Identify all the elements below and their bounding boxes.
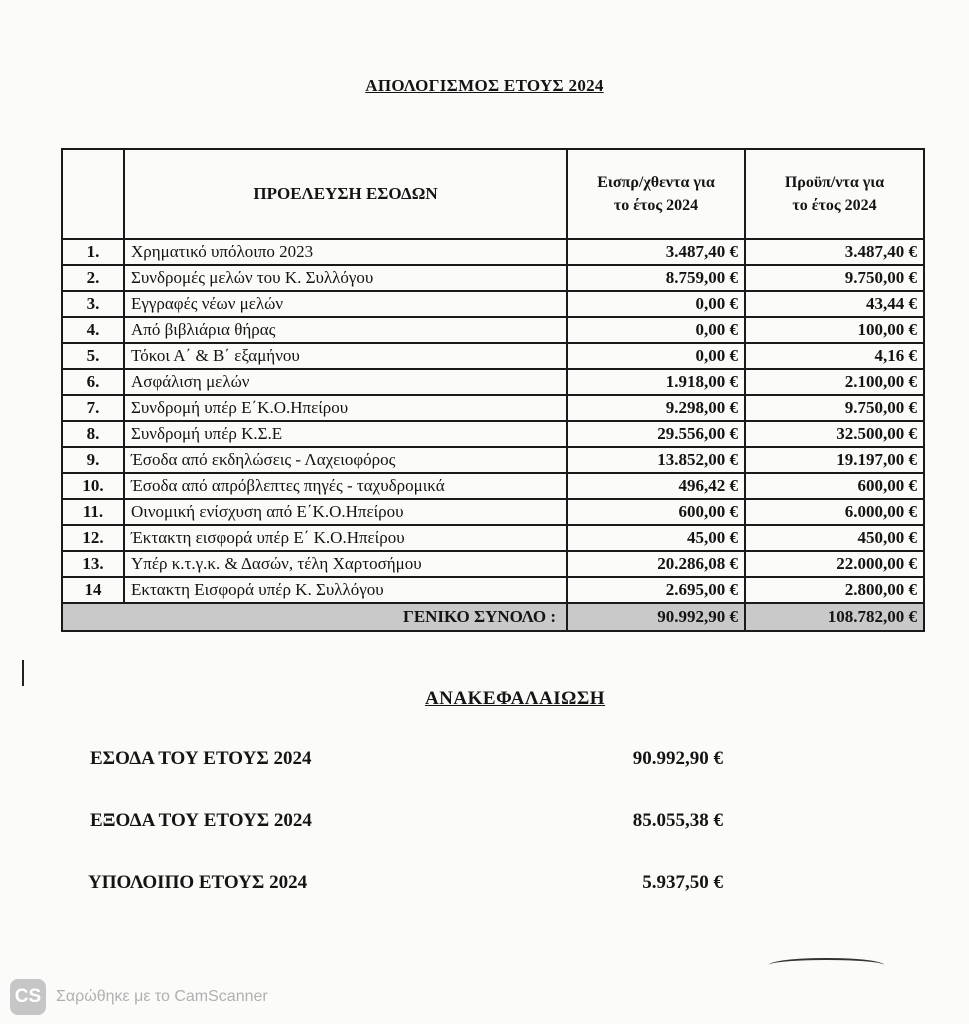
table-row xyxy=(62,499,924,525)
row-description: Έκτακτη εισφορά υπέρ Ε΄ Κ.Ο.Ηπείρου xyxy=(124,525,567,551)
summary-income-label: ΕΣΟΔΑ ΤΟΥ ΕΤΟΥΣ 2024 xyxy=(90,748,312,769)
row-budgeted: 9.750,00 € xyxy=(745,265,924,291)
row-number: 9. xyxy=(62,447,124,473)
header-budgeted-line2: το έτος 2024 xyxy=(792,197,877,214)
row-description: Εγγραφές νέων μελών xyxy=(124,291,567,317)
margin-mark xyxy=(22,660,24,686)
table-row xyxy=(62,343,924,369)
row-description: Από βιβλιάρια θήρας xyxy=(124,317,567,343)
row-budgeted: 600,00 € xyxy=(745,473,924,499)
row-received: 13.852,00 € xyxy=(567,447,745,473)
document-title: ΑΠΟΛΟΓΙΣΜΟΣ ΕΤΟΥΣ 2024 xyxy=(365,76,604,95)
row-received: 0,00 € xyxy=(567,291,745,317)
table-row xyxy=(62,317,924,343)
row-received: 45,00 € xyxy=(567,525,745,551)
row-received: 0,00 € xyxy=(567,343,745,369)
header-budgeted xyxy=(745,149,924,239)
row-description: Τόκοι Α΄ & Β΄ εξαμήνου xyxy=(124,343,567,369)
summary-expenses-row xyxy=(0,810,969,840)
row-budgeted: 19.197,00 € xyxy=(745,447,924,473)
grand-total-budgeted: 108.782,00 € xyxy=(745,603,924,631)
summary-balance-label: ΥΠΟΛΟΙΠΟ ΕΤΟΥΣ 2024 xyxy=(88,872,308,893)
row-description: Συνδρομή υπέρ Ε΄Κ.Ο.Ηπείρου xyxy=(124,395,567,421)
row-number: 12. xyxy=(62,525,124,551)
summary-income-value: 90.992,90 € xyxy=(632,748,723,769)
camscanner-logo-icon: CS xyxy=(10,979,46,1015)
row-budgeted: 22.000,00 € xyxy=(745,551,924,577)
row-number: 8. xyxy=(62,421,124,447)
row-number: 5. xyxy=(62,343,124,369)
table-row xyxy=(62,473,924,499)
grand-total-received: 90.992,90 € xyxy=(567,603,745,631)
row-number: 2. xyxy=(62,265,124,291)
header-budgeted-line1: Προϋπ/ντα για xyxy=(784,173,885,191)
table-row xyxy=(62,369,924,395)
header-received-line2: το έτος 2024 xyxy=(613,197,699,214)
row-received: 3.487,40 € xyxy=(567,239,745,265)
header-income-source: ΠΡΟΕΛΕΥΣΗ ΕΣΟΔΩΝ xyxy=(124,149,567,239)
row-number: 14 xyxy=(62,577,124,603)
row-received: 20.286,08 € xyxy=(567,551,745,577)
grand-total-label: ΓΕΝΙΚΟ ΣΥΝΟΛΟ : xyxy=(62,603,567,631)
row-description: Έσοδα από εκδηλώσεις - Λαχειοφόρος xyxy=(124,447,567,473)
row-description: Ασφάλιση μελών xyxy=(124,369,567,395)
row-received: 496,42 € xyxy=(567,473,745,499)
row-number: 10. xyxy=(62,473,124,499)
row-number: 6. xyxy=(62,369,124,395)
table-row xyxy=(62,551,924,577)
row-received: 1.918,00 € xyxy=(567,369,745,395)
table-header-row xyxy=(62,149,924,239)
row-budgeted: 43,44 € xyxy=(745,291,924,317)
row-description: Συνδρομές μελών του Κ. Συλλόγου xyxy=(124,265,567,291)
row-description: Συνδρομή υπέρ Κ.Σ.Ε xyxy=(124,421,567,447)
row-number: 7. xyxy=(62,395,124,421)
row-description: Υπέρ κ.τ.γ.κ. & Δασών, τέλη Χαρτοσήμου xyxy=(124,551,567,577)
summary-balance-row xyxy=(0,872,969,902)
income-table xyxy=(61,148,925,632)
row-budgeted: 32.500,00 € xyxy=(745,421,924,447)
header-received-line1: Εισπρ/χθεντα για xyxy=(597,173,715,191)
row-budgeted: 6.000,00 € xyxy=(745,499,924,525)
row-description: Έσοδα από απρόβλεπτες πηγές - ταχυδρομικά xyxy=(124,473,567,499)
row-number: 11. xyxy=(62,499,124,525)
summary-expenses-label: ΕΞΟΔΑ ΤΟΥ ΕΤΟΥΣ 2024 xyxy=(90,810,312,831)
row-budgeted: 2.100,00 € xyxy=(745,369,924,395)
row-number: 13. xyxy=(62,551,124,577)
row-received: 9.298,00 € xyxy=(567,395,745,421)
row-number: 4. xyxy=(62,317,124,343)
row-description: Εκτακτη Εισφορά υπέρ Κ. Συλλόγου xyxy=(124,577,567,603)
table-row xyxy=(62,291,924,317)
summary-expenses-value: 85.055,38 € xyxy=(632,810,723,831)
row-received: 2.695,00 € xyxy=(567,577,745,603)
row-received: 29.556,00 € xyxy=(567,421,745,447)
row-budgeted: 9.750,00 € xyxy=(745,395,924,421)
row-received: 0,00 € xyxy=(567,317,745,343)
table-row xyxy=(62,421,924,447)
row-description: Οινομική ενίσχυση από Ε΄Κ.Ο.Ηπείρου xyxy=(124,499,567,525)
row-budgeted: 450,00 € xyxy=(745,525,924,551)
table-row xyxy=(62,577,924,603)
row-budgeted: 100,00 € xyxy=(745,317,924,343)
watermark-text: Σαρώθηκε με το CamScanner xyxy=(56,988,268,1005)
table-row xyxy=(62,395,924,421)
grand-total-row xyxy=(62,603,924,631)
summary-income-row xyxy=(0,748,969,778)
signature-mark xyxy=(769,958,884,972)
table-row xyxy=(62,265,924,291)
row-budgeted: 2.800,00 € xyxy=(745,577,924,603)
header-number xyxy=(62,149,124,239)
summary-balance-value: 5.937,50 € xyxy=(642,872,723,893)
table-row xyxy=(62,447,924,473)
row-number: 3. xyxy=(62,291,124,317)
row-received: 600,00 € xyxy=(567,499,745,525)
table-row xyxy=(62,239,924,265)
row-number: 1. xyxy=(62,239,124,265)
row-budgeted: 4,16 € xyxy=(745,343,924,369)
row-received: 8.759,00 € xyxy=(567,265,745,291)
camscanner-watermark xyxy=(10,979,268,1015)
header-received xyxy=(567,149,745,239)
table-row xyxy=(62,525,924,551)
summary-title: ΑΝΑΚΕΦΑΛΑΙΩΣΗ xyxy=(424,688,606,709)
row-budgeted: 3.487,40 € xyxy=(745,239,924,265)
row-description: Χρηματικό υπόλοιπο 2023 xyxy=(124,239,567,265)
